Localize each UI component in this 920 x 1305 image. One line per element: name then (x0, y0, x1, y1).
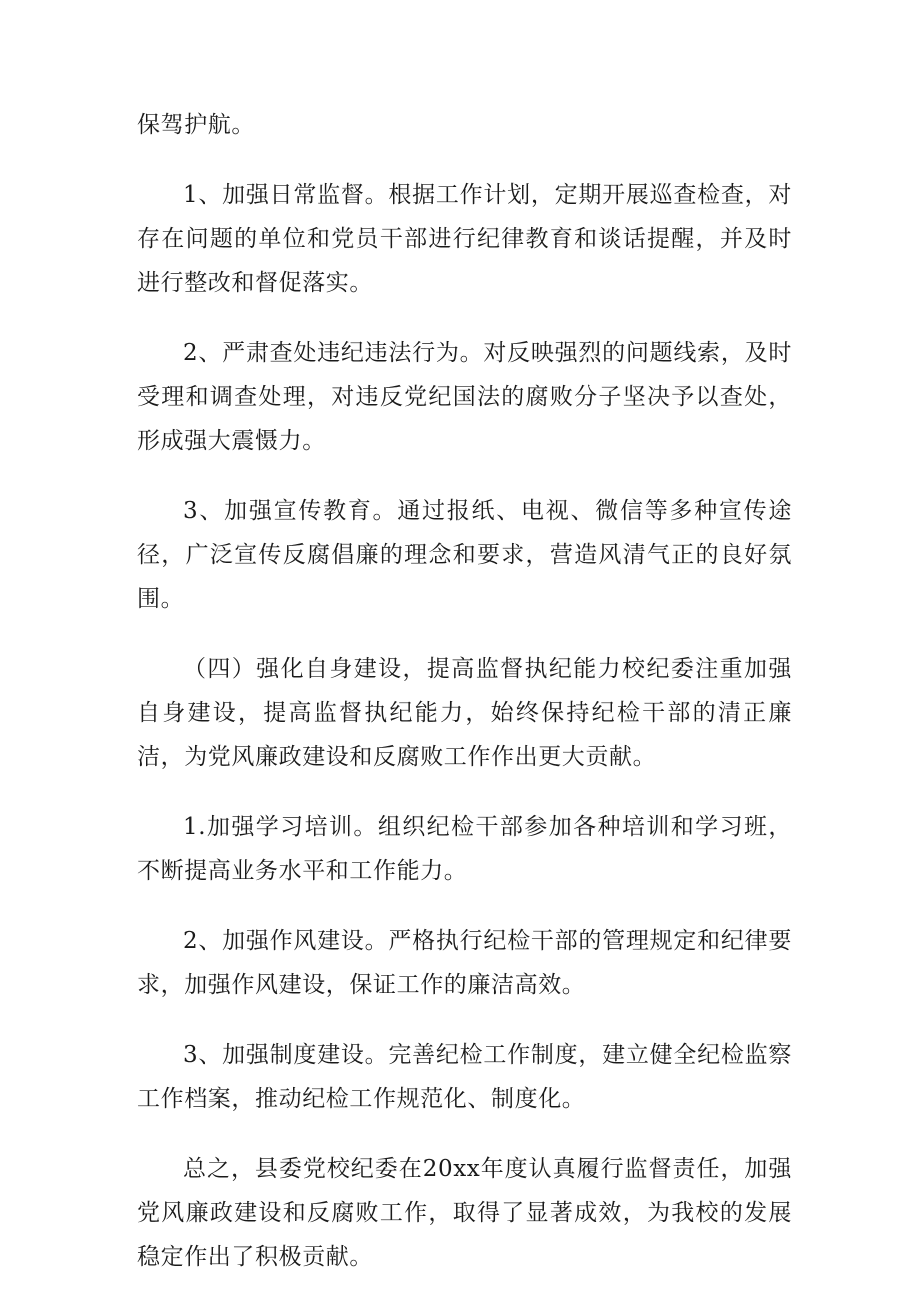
paragraph-publicity-education: 3、加强宣传教育。通过报纸、电视、微信等多种宣传途径，广泛宣传反腐倡廉的理念和要求，营造风清气正的良好氛围。 (137, 498, 792, 612)
paragraph-investigate-violations: 2、严肃查处违纪违法行为。对反映强烈的问题线索，及时受理和调查处理，对违反党纪国法的腐败分子坚决予以查处，形成强大震慑力。 (137, 340, 792, 454)
paragraph-conclusion: 总之，县委党校纪委在20xx年度认真履行监督责任，加强党风廉政建设和反腐败工作，取得了显著成效，为我校的发展稳定作出了积极贡献。 (137, 1156, 792, 1270)
document-body (137, 103, 792, 1305)
paragraph-work-style: 2、加强作风建设。严格执行纪检干部的管理规定和纪律要求，加强作风建设，保证工作的廉洁高效。 (137, 928, 792, 998)
paragraph-section-four: （四）强化自身建设，提高监督执纪能力校纪委注重加强自身建设，提高监督执纪能力，始终保持纪检干部的清正廉洁，为党风廉政建设和反腐败工作作出更大贡献。 (137, 656, 792, 770)
paragraph-study-training: 1.加强学习培训。组织纪检干部参加各种培训和学习班，不断提高业务水平和工作能力。 (137, 814, 792, 884)
paragraph-daily-supervision: 1、加强日常监督。根据工作计划，定期开展巡查检查，对存在问题的单位和党员干部进行纪律教育和谈话提醒，并及时进行整改和督促落实。 (137, 182, 792, 296)
paragraph-continuation: 保驾护航。 (137, 112, 255, 138)
paragraph-system-building: 3、加强制度建设。完善纪检工作制度，建立健全纪检监察工作档案，推动纪检工作规范化、制度化。 (137, 1042, 792, 1112)
